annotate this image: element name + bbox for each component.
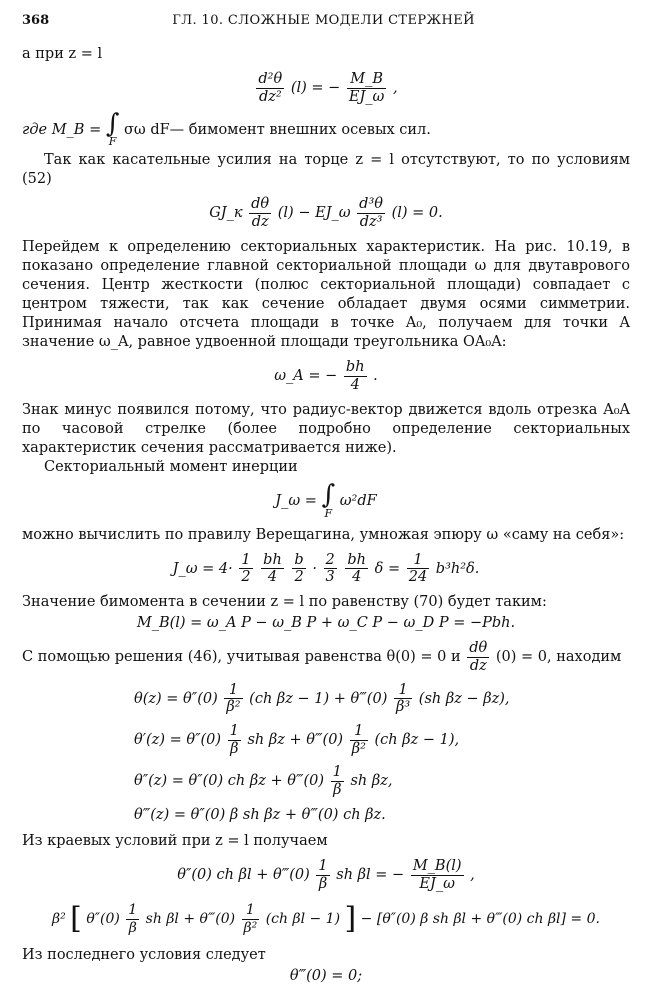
equation-3: ω_A = − $\frac{bh}{4}$ .: [274, 359, 378, 394]
equation-1: $\frac{\text{d²θ}}{\text{dz²}}$ (l) = − $\frac{M\_B}{EJ\_\omega}$ ,: [258, 71, 398, 105]
solution-theta-double-prime: θ″(z) = θ″(0) ch βz + θ‴(0) $\frac{1}{\beta}$ sh βz,: [134, 764, 393, 799]
boundary-condition-2: β² [ θ″(0) $\frac{1}{\beta}$ sh βl + θ‴(0) $\frac{1}{\text{β²}}$ (ch βl − 1) ] − [θ″(0) β sh βl + θ‴(0) ch βl] = 0.: [52, 901, 600, 937]
paragraph-6: Значение бимомента в сечении z = l по равенству (70) будет таким:: [22, 594, 547, 611]
integral-sign: ∫ F: [321, 480, 336, 520]
equation-5: J_ω = 4· $\frac{1}{2}$ $\frac{bh}{4}$ $\frac{b}{2}$ · $\frac{2}{3}$ $\frac{bh}{4}$ δ = $\frac{1}{24}$ b³h²δ.: [172, 551, 480, 586]
solution-theta-prime: θ′(z) = θ″(0) $\frac{1}{\beta}$ sh βz + θ‴(0) $\frac{1}{\text{β²}}$ (ch βz − 1),: [134, 723, 460, 757]
solution-theta: θ(z) = θ″(0) $\frac{1}{\text{β²}}$ (ch βz − 1) + θ‴(0) $\frac{1}{\text{β³}}$ (sh βz − βz),: [134, 681, 510, 716]
book-page: [22, 12, 630, 993]
solution-theta-triple-prime: θ‴(z) = θ″(0) β sh βz + θ‴(0) ch βz.: [134, 806, 386, 823]
running-title: ГЛ. 10. СЛОЖНЫЕ МОДЕЛИ СТЕРЖНЕЙ: [172, 13, 475, 28]
equation-final: θ‴(0) = 0;: [289, 968, 363, 984]
paragraph-3: Знак минус появился потому, что радиус-вектор движется вдоль отрезка A₀A по часовой стрелке (более подробно определение секториальных характеристик сечения рассматривается ниже).: [22, 401, 630, 456]
where-line: где M_B = ∫ F σω dF— бимомент внешних осевых сил.: [22, 108, 431, 149]
paragraph-4: Секториальный момент инерции: [44, 459, 298, 476]
paragraph-2: Перейдем к определению секториальных характеристик. На рис. 10.19, в показано определение главной секториальной площади ω для двутаврового сечения. Центр жесткости (полюс секториальной площади) совпадает с центром тяжести, так как сечение обладает двумя осями симметрии. Принимая начало отсчета площади в точке A₀, получаем для точки A значение ω_A, равное удвоенной площади треугольника OA₀A:: [22, 238, 630, 351]
paragraph-8: Из краевых условий при z = l получаем: [22, 832, 328, 849]
integral-sign: ∫ F: [105, 108, 120, 149]
page-header: [22, 12, 630, 29]
paragraph-9: Из последнего условия следует: [22, 946, 266, 963]
page-number: 368: [22, 13, 50, 28]
equation-2: GJ_к $\frac{d\theta}{dz}$ (l) − EJ_ω $\frac{\text{d³θ}}{\text{dz³}}$ (l) = 0.: [209, 196, 443, 230]
intro-line: а при z = l: [22, 46, 103, 63]
equation-4: J_ω = ∫ F ω²dF: [275, 480, 377, 520]
paragraph-1: Так как касательные усилия на торце z = l отсутствуют, то по условиям (52): [22, 152, 630, 188]
paragraph-7: С помощью решения (46), учитывая равенства θ(0) = 0 и $\frac{d\theta}{dz}$ (0) = 0, находим: [22, 640, 622, 674]
paragraph-5: можно вычислить по правилу Верещагина, умножая эпюру ω «саму на себя»:: [22, 526, 625, 543]
equation-6: M_B(l) = ω_A P − ω_B P + ω_C P − ω_D P = −Pbh.: [136, 615, 516, 632]
boundary-condition-1: θ″(0) ch βl + θ‴(0) $\frac{1}{\beta}$ sh βl = − $\frac{M\_B(l)}{EJ\_\omega}$ ,: [177, 857, 475, 892]
